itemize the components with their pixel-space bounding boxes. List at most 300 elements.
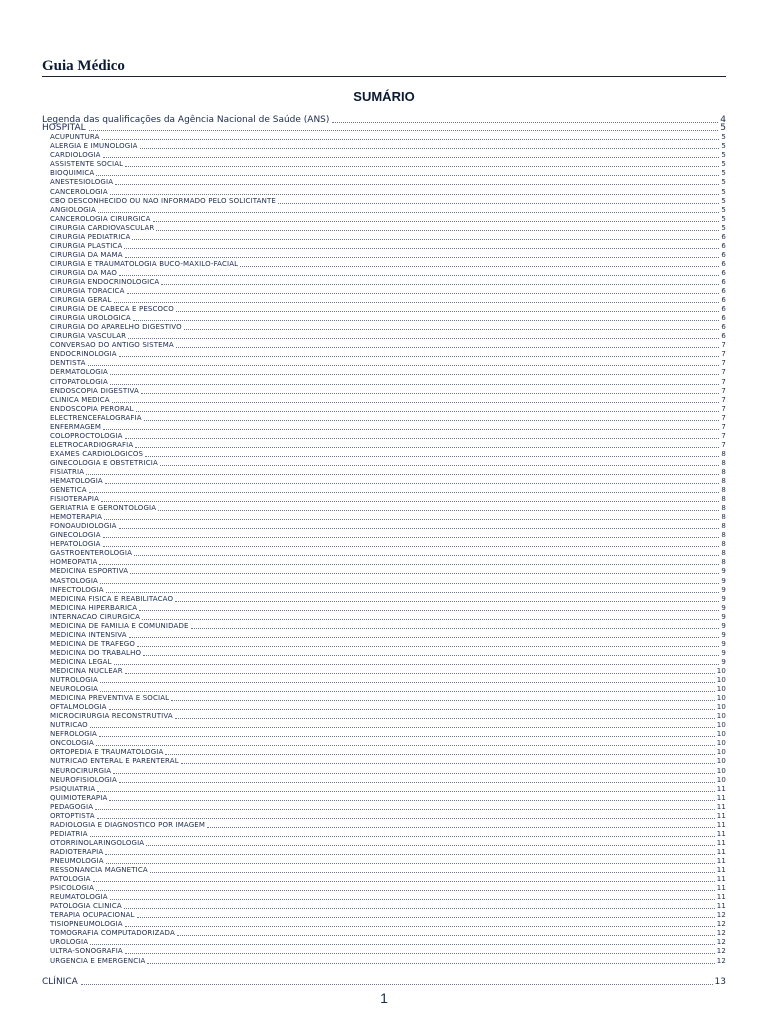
- toc-entry-page: 10: [716, 667, 726, 675]
- toc-entry[interactable]: [42, 622, 726, 631]
- toc-entry[interactable]: [42, 540, 726, 549]
- toc-entry-label: FONOAUDIOLOGIA: [50, 522, 117, 531]
- dot-leader: [158, 509, 719, 511]
- toc-entry[interactable]: [42, 116, 726, 125]
- toc-entry[interactable]: [42, 341, 726, 350]
- toc-entry[interactable]: [42, 405, 726, 414]
- dot-leader: [96, 744, 715, 746]
- dot-leader: [100, 582, 719, 584]
- toc-entry-label: GASTROENTEROLOGIA: [50, 549, 133, 558]
- toc-entry-page: 8: [721, 467, 726, 476]
- toc-entry-page: 5: [721, 223, 726, 232]
- toc-entry-label: GENETICA: [50, 486, 87, 495]
- toc-entry-label: MASTOLOGIA: [50, 576, 98, 585]
- toc-entry-label: TISIOPNEUMOLOGIA: [50, 920, 123, 929]
- toc-entry-page: 7: [721, 404, 726, 413]
- toc-entry[interactable]: [42, 640, 726, 649]
- toc-entry[interactable]: [42, 721, 726, 730]
- toc-entry-page: 9: [721, 612, 726, 621]
- dot-leader: [89, 129, 719, 131]
- toc-entry-label: COLOPROCTOLOGIA: [50, 431, 123, 440]
- toc-entry-label: CIRURGIA ENDOCRINOLOGICA: [50, 277, 160, 286]
- toc-entry[interactable]: [42, 160, 726, 169]
- dot-leader: [133, 319, 720, 321]
- toc-entry[interactable]: [42, 649, 726, 658]
- toc-entry[interactable]: [42, 468, 726, 477]
- dot-leader: [160, 464, 720, 466]
- toc-entry-label: UROLOGIA: [50, 938, 89, 947]
- toc-entry-page: 5: [721, 151, 726, 160]
- toc-entry-label: CANCEROLOGIA CIRURGICA: [50, 214, 151, 223]
- toc-entry-label: NEFROLOGIA: [50, 730, 97, 739]
- toc-entry-page: 12: [716, 920, 726, 929]
- dot-leader: [136, 410, 720, 412]
- dot-leader: [165, 753, 714, 755]
- toc-entry-page: 10: [716, 676, 726, 685]
- dot-leader: [115, 183, 719, 185]
- toc-entry-page: 7: [721, 377, 726, 386]
- toc-entry[interactable]: [42, 830, 726, 839]
- toc-entry[interactable]: [42, 178, 726, 187]
- toc-entry-label: PATOLOGIA: [50, 875, 91, 884]
- toc-entry-page: 11: [716, 793, 726, 802]
- toc-entry-label: INTERNACAO CIRURGICA: [50, 612, 141, 621]
- toc-entry-label: ANGIOLOGIA: [50, 205, 96, 214]
- dot-leader: [100, 681, 715, 683]
- toc-entry[interactable]: [42, 142, 726, 151]
- toc-entry[interactable]: [42, 215, 726, 224]
- toc-entry-label: CONVERSAO DO ANTIGO SISTEMA: [50, 341, 174, 350]
- toc-entry-label: INFECTOLOGIA: [50, 585, 104, 594]
- toc-entry[interactable]: [42, 613, 726, 622]
- toc-entry-page: 12: [716, 947, 726, 956]
- toc-entry[interactable]: [42, 377, 726, 386]
- dot-leader: [109, 708, 715, 710]
- dot-leader: [332, 121, 718, 123]
- toc-entry[interactable]: [42, 667, 726, 676]
- toc-entry[interactable]: [42, 803, 726, 812]
- toc-entry[interactable]: [42, 956, 726, 965]
- toc-entry[interactable]: [42, 504, 726, 513]
- toc-entry-label: CLÍNICA: [42, 977, 78, 987]
- toc-entry-label: Legenda das qualificações da Agência Nacional de Saúde (ANS): [42, 114, 330, 125]
- toc-entry-label: FISIATRIA: [50, 467, 85, 476]
- toc-entry-page: 10: [716, 748, 726, 757]
- toc-entry[interactable]: [42, 902, 726, 911]
- toc-entry[interactable]: [42, 233, 726, 242]
- toc-entry-label: OFTALMOLOGIA: [50, 703, 107, 712]
- dot-leader: [139, 609, 719, 611]
- dot-leader: [137, 645, 719, 647]
- toc-entry-page: 8: [721, 449, 726, 458]
- toc-entry[interactable]: [42, 522, 726, 531]
- toc-entry[interactable]: [42, 224, 726, 233]
- toc-entry[interactable]: [42, 423, 726, 432]
- toc-entry-label: MEDICINA DE FAMILIA E COMUNIDADE: [50, 621, 189, 630]
- toc-entry[interactable]: [42, 766, 726, 775]
- toc-entry[interactable]: [42, 387, 726, 396]
- toc-entry[interactable]: [42, 676, 726, 685]
- toc-entry[interactable]: [42, 251, 726, 260]
- dot-leader: [127, 292, 720, 294]
- toc-entry-label: CIRURGIA PEDIATRICA: [50, 232, 131, 241]
- toc-entry-page: 8: [721, 504, 726, 513]
- toc-entry-label: CARDIOLOGIA: [50, 151, 101, 160]
- toc-entry[interactable]: [42, 794, 726, 803]
- toc-entry[interactable]: [42, 631, 726, 640]
- dot-leader: [119, 527, 720, 529]
- dot-leader: [114, 301, 720, 303]
- toc-entry[interactable]: [42, 757, 726, 766]
- dot-leader: [97, 817, 715, 819]
- toc-entry-label: MEDICINA DO TRABALHO: [50, 648, 142, 657]
- toc-entry-label: DENTISTA: [50, 359, 86, 368]
- toc-entry-page: 4: [720, 114, 726, 125]
- toc-entry-page: 8: [721, 522, 726, 531]
- toc-entry[interactable]: [42, 350, 726, 359]
- toc-entry-label: CIRURGIA DO APARELHO DIGESTIVO: [50, 323, 182, 332]
- dot-leader: [124, 247, 719, 249]
- table-of-contents: [42, 116, 726, 966]
- toc-entry[interactable]: [42, 125, 726, 134]
- dot-leader: [125, 672, 715, 674]
- toc-entry-page: 7: [721, 341, 726, 350]
- toc-entry-label: NUTROLOGIA: [50, 676, 98, 685]
- dot-leader: [112, 401, 720, 403]
- toc-entry[interactable]: [42, 776, 726, 785]
- toc-entry-page: 11: [716, 820, 726, 829]
- dot-leader: [90, 726, 715, 728]
- dot-leader: [141, 392, 719, 394]
- toc-entry[interactable]: [42, 513, 726, 522]
- dot-leader: [95, 808, 715, 810]
- toc-entry-page: 8: [721, 558, 726, 567]
- toc-entry[interactable]: [42, 151, 726, 160]
- toc-entry-label: MICROCIRURGIA RECONSTRUTIVA: [50, 712, 173, 721]
- toc-entry-page: 10: [716, 757, 726, 766]
- toc-entry-label: ORTOPTISTA: [50, 811, 95, 820]
- toc-entry-label: MEDICINA PREVENTIVA E SOCIAL: [50, 694, 170, 703]
- dot-leader: [135, 446, 719, 448]
- dot-leader: [125, 925, 715, 927]
- toc-entry-page: 5: [721, 196, 726, 205]
- dot-leader: [144, 419, 720, 421]
- toc-entry-page: 10: [716, 685, 726, 694]
- toc-entry[interactable]: [42, 477, 726, 486]
- toc-entry[interactable]: [42, 604, 726, 613]
- dot-leader: [113, 772, 715, 774]
- toc-entry-page: 7: [721, 368, 726, 377]
- toc-entry-label: PEDAGOGIA: [50, 802, 94, 811]
- toc-entry-page: 10: [716, 739, 726, 748]
- toc-entry-page: 8: [721, 477, 726, 486]
- toc-entry[interactable]: [42, 314, 726, 323]
- toc-entry-label: NEUROLOGIA: [50, 685, 99, 694]
- dot-leader: [114, 663, 720, 665]
- toc-entry-page: 6: [721, 305, 726, 314]
- toc-entry[interactable]: [42, 495, 726, 504]
- toc-entry-label: OTORRINOLARINGOLOGIA: [50, 838, 145, 847]
- toc-entry[interactable]: [42, 269, 726, 278]
- toc-entry-page: 6: [721, 314, 726, 323]
- toc-entry-label: HEPATOLOGIA: [50, 540, 101, 549]
- toc-entry[interactable]: [42, 884, 726, 893]
- dot-leader: [207, 826, 715, 828]
- dot-leader: [103, 156, 720, 158]
- toc-entry-page: 5: [721, 214, 726, 223]
- toc-entry[interactable]: [42, 839, 726, 848]
- toc-entry-page: 11: [716, 802, 726, 811]
- toc-entry-label: CBO DESCONHECIDO OU NAO INFORMADO PELO SOLICITANTE: [50, 196, 276, 205]
- dot-leader: [161, 283, 719, 285]
- toc-entry-label: MEDICINA DE TRAFEGO: [50, 639, 136, 648]
- toc-entry-page: 6: [721, 259, 726, 268]
- toc-entry-page: 7: [721, 359, 726, 368]
- toc-entry-label: CLINICA MEDICA: [50, 395, 110, 404]
- toc-entry-label: NUTRICAO ENTERAL E PARENTERAL: [50, 757, 179, 766]
- dot-leader: [109, 799, 714, 801]
- toc-entry-page: 8: [721, 495, 726, 504]
- toc-entry-page: 8: [721, 531, 726, 540]
- toc-entry-label: GERIATRIA E GERONTOLOGIA: [50, 504, 157, 513]
- toc-entry-page: 5: [721, 142, 726, 151]
- toc-entry[interactable]: [42, 567, 726, 576]
- toc-entry-page: 9: [721, 630, 726, 639]
- toc-entry[interactable]: [42, 875, 726, 884]
- dot-leader: [134, 554, 719, 556]
- toc-entry-page: 11: [716, 875, 726, 884]
- toc-entry-label: CIRURGIA CARDIOVASCULAR: [50, 223, 155, 232]
- toc-entry-label: NUTRICAO: [50, 721, 88, 730]
- dot-leader: [171, 699, 715, 701]
- toc-entry-page: 13: [714, 977, 726, 987]
- toc-entry[interactable]: [42, 685, 726, 694]
- toc-entry[interactable]: [42, 938, 726, 947]
- summary-title: SUMÁRIO: [353, 89, 415, 104]
- toc-entry-label: TERAPIA OCUPACIONAL: [50, 911, 135, 920]
- toc-entry[interactable]: [42, 739, 726, 748]
- toc-entry[interactable]: [42, 459, 726, 468]
- toc-entry[interactable]: [42, 848, 726, 857]
- dot-leader: [177, 934, 715, 936]
- dot-leader: [181, 762, 715, 764]
- toc-entry-page: 7: [721, 422, 726, 431]
- dot-leader: [99, 735, 715, 737]
- toc-entry[interactable]: [42, 260, 726, 269]
- dot-leader: [110, 898, 715, 900]
- toc-entry-page: 5: [720, 123, 726, 134]
- toc-entry-page: 11: [716, 884, 726, 893]
- toc-entry-label: PSIQUIATRIA: [50, 784, 96, 793]
- toc-entry[interactable]: [42, 694, 726, 703]
- toc-entry[interactable]: [42, 296, 726, 305]
- toc-entry-page: 11: [716, 893, 726, 902]
- toc-entry[interactable]: [42, 242, 726, 251]
- toc-entry-page: 9: [721, 639, 726, 648]
- toc-entry[interactable]: [42, 206, 726, 215]
- header-rule: [42, 76, 726, 77]
- toc-entry[interactable]: [42, 450, 726, 459]
- toc-entry[interactable]: [42, 576, 726, 585]
- dot-leader: [96, 174, 719, 176]
- toc-entry[interactable]: [42, 658, 726, 667]
- toc-entry-label: MEDICINA INTENSIVA: [50, 630, 127, 639]
- toc-entry-page: 8: [721, 549, 726, 558]
- toc-entry-page: 5: [721, 133, 726, 142]
- dot-leader: [93, 880, 715, 882]
- toc-entry-label: REUMATOLOGIA: [50, 893, 108, 902]
- toc-entry-page: 6: [721, 332, 726, 341]
- toc-entry[interactable]: [42, 197, 726, 206]
- toc-entry-page: 7: [721, 386, 726, 395]
- toc-entry[interactable]: [42, 432, 726, 441]
- page-number: 1: [380, 990, 388, 1006]
- toc-entry[interactable]: [42, 748, 726, 757]
- dot-leader: [143, 654, 719, 656]
- toc-entry-label: PATOLOGIA CLINICA: [50, 902, 122, 911]
- toc-entry-label: PSICOLOGIA: [50, 884, 95, 893]
- toc-entry[interactable]: [42, 866, 726, 875]
- toc-entry-label: MEDICINA ESPORTIVA: [50, 567, 129, 576]
- toc-entry-page: 6: [721, 323, 726, 332]
- toc-entry-page: 11: [716, 829, 726, 838]
- toc-entry-page: 5: [721, 160, 726, 169]
- dot-leader: [89, 491, 720, 493]
- toc-entry-page: 7: [721, 431, 726, 440]
- dot-leader: [96, 889, 715, 891]
- toc-entry-label: ELETROCARDIOGRAFIA: [50, 440, 134, 449]
- toc-entry-page: 8: [721, 540, 726, 549]
- toc-entry[interactable]: [42, 287, 726, 296]
- toc-entry[interactable]: [42, 323, 726, 332]
- toc-entry-label: ENFERMAGEM: [50, 422, 102, 431]
- dot-leader: [191, 627, 720, 629]
- dot-leader: [88, 364, 720, 366]
- dot-leader: [125, 165, 719, 167]
- dot-leader: [156, 229, 719, 231]
- dot-leader: [132, 238, 719, 240]
- toc-entry-page: 11: [716, 811, 726, 820]
- toc-entry[interactable]: [42, 305, 726, 314]
- toc-entry-label: HOMEOPATIA: [50, 558, 98, 567]
- dot-leader: [90, 943, 715, 945]
- toc-entry[interactable]: [42, 785, 726, 794]
- toc-entry-page: 5: [721, 205, 726, 214]
- dot-leader: [90, 835, 715, 837]
- toc-entry-label: HEMOTERAPIA: [50, 513, 103, 522]
- dot-leader: [142, 618, 719, 620]
- toc-entry-page: 10: [716, 766, 726, 775]
- toc-entry[interactable]: [42, 893, 726, 902]
- toc-entry[interactable]: [42, 558, 726, 567]
- dot-leader: [100, 690, 715, 692]
- toc-entry-page: 10: [716, 775, 726, 784]
- toc-entry[interactable]: [42, 911, 726, 920]
- toc-entry-label: FISIOTERAPIA: [50, 495, 100, 504]
- toc-entry-page: 9: [721, 621, 726, 630]
- toc-entry-label: CANCEROLOGIA: [50, 187, 108, 196]
- toc-entry[interactable]: [42, 486, 726, 495]
- toc-entry[interactable]: [42, 396, 726, 405]
- toc-entry-label: CIRURGIA E TRAUMATOLOGIA BUCO-MAXILO-FACIAL: [50, 259, 239, 268]
- toc-entry[interactable]: [42, 531, 726, 540]
- toc-entry[interactable]: [42, 187, 726, 196]
- toc-entry-page: 9: [721, 567, 726, 576]
- toc-entry[interactable]: [42, 332, 726, 341]
- toc-entry[interactable]: [42, 595, 726, 604]
- dot-leader: [102, 138, 720, 140]
- toc-entry[interactable]: [42, 821, 726, 830]
- toc-entry[interactable]: [42, 414, 726, 423]
- toc-entry[interactable]: [42, 920, 726, 929]
- toc-entry-page: 8: [721, 486, 726, 495]
- toc-entry[interactable]: [42, 712, 726, 721]
- dot-leader: [146, 844, 715, 846]
- toc-entry[interactable]: [42, 278, 726, 287]
- toc-entry-label: ELECTRENCEFALOGRAFIA: [50, 413, 142, 422]
- toc-entry-page: 12: [716, 956, 726, 965]
- toc-entry[interactable]: [42, 703, 726, 712]
- toc-entry[interactable]: [42, 368, 726, 377]
- toc-entry[interactable]: [42, 169, 726, 178]
- toc-entry[interactable]: [42, 857, 726, 866]
- toc-entry[interactable]: [42, 586, 726, 595]
- toc-entry-label: CIRURGIA TORACICA: [50, 287, 125, 296]
- toc-entry-page: 6: [721, 232, 726, 241]
- toc-entry-label: URGENCIA E EMERGENCIA: [50, 956, 146, 965]
- toc-entry-label: RADIOLOGIA E DIAGNOSTICO POR IMAGEM: [50, 820, 206, 829]
- dot-leader: [147, 962, 714, 964]
- toc-entry-page: 8: [721, 513, 726, 522]
- toc-entry-page: 10: [716, 721, 726, 730]
- toc-entry[interactable]: [42, 730, 726, 739]
- dot-leader: [105, 482, 720, 484]
- dot-leader: [128, 337, 719, 339]
- toc-entry-page: 6: [721, 250, 726, 259]
- toc-entry-page: 10: [716, 730, 726, 739]
- dot-leader: [137, 916, 715, 918]
- dot-leader: [125, 437, 720, 439]
- dot-leader: [103, 536, 720, 538]
- toc-entry[interactable]: [42, 441, 726, 450]
- dot-leader: [81, 983, 713, 985]
- dot-leader: [99, 563, 719, 565]
- toc-entry[interactable]: [42, 133, 726, 142]
- toc-entry-label: GINECOLOGIA: [50, 531, 101, 540]
- dot-leader: [175, 717, 715, 719]
- toc-entry-page: 6: [721, 268, 726, 277]
- toc-entry[interactable]: [42, 812, 726, 821]
- toc-entry-label: ENDOCRINOLOGIA: [50, 350, 117, 359]
- dot-leader: [105, 853, 715, 855]
- dot-leader: [110, 383, 719, 385]
- toc-entry-label: TOMOGRAFIA COMPUTADORIZADA: [50, 929, 175, 938]
- toc-entry-label: MEDICINA LEGAL: [50, 657, 112, 666]
- toc-entry-page: 5: [721, 169, 726, 178]
- toc-entry[interactable]: [42, 929, 726, 938]
- toc-entry-page: 11: [716, 847, 726, 856]
- toc-entry[interactable]: [42, 549, 726, 558]
- header-title: Guia Médico: [42, 58, 125, 74]
- toc-entry[interactable]: [42, 359, 726, 368]
- dot-leader: [184, 328, 720, 330]
- dot-leader: [150, 871, 715, 873]
- toc-entry-page: 6: [721, 296, 726, 305]
- toc-entry-label: ENDOSCOPIA PERORAL: [50, 404, 134, 413]
- toc-entry[interactable]: [42, 947, 726, 956]
- dot-leader: [140, 147, 720, 149]
- toc-entry-clinica[interactable]: [42, 977, 726, 987]
